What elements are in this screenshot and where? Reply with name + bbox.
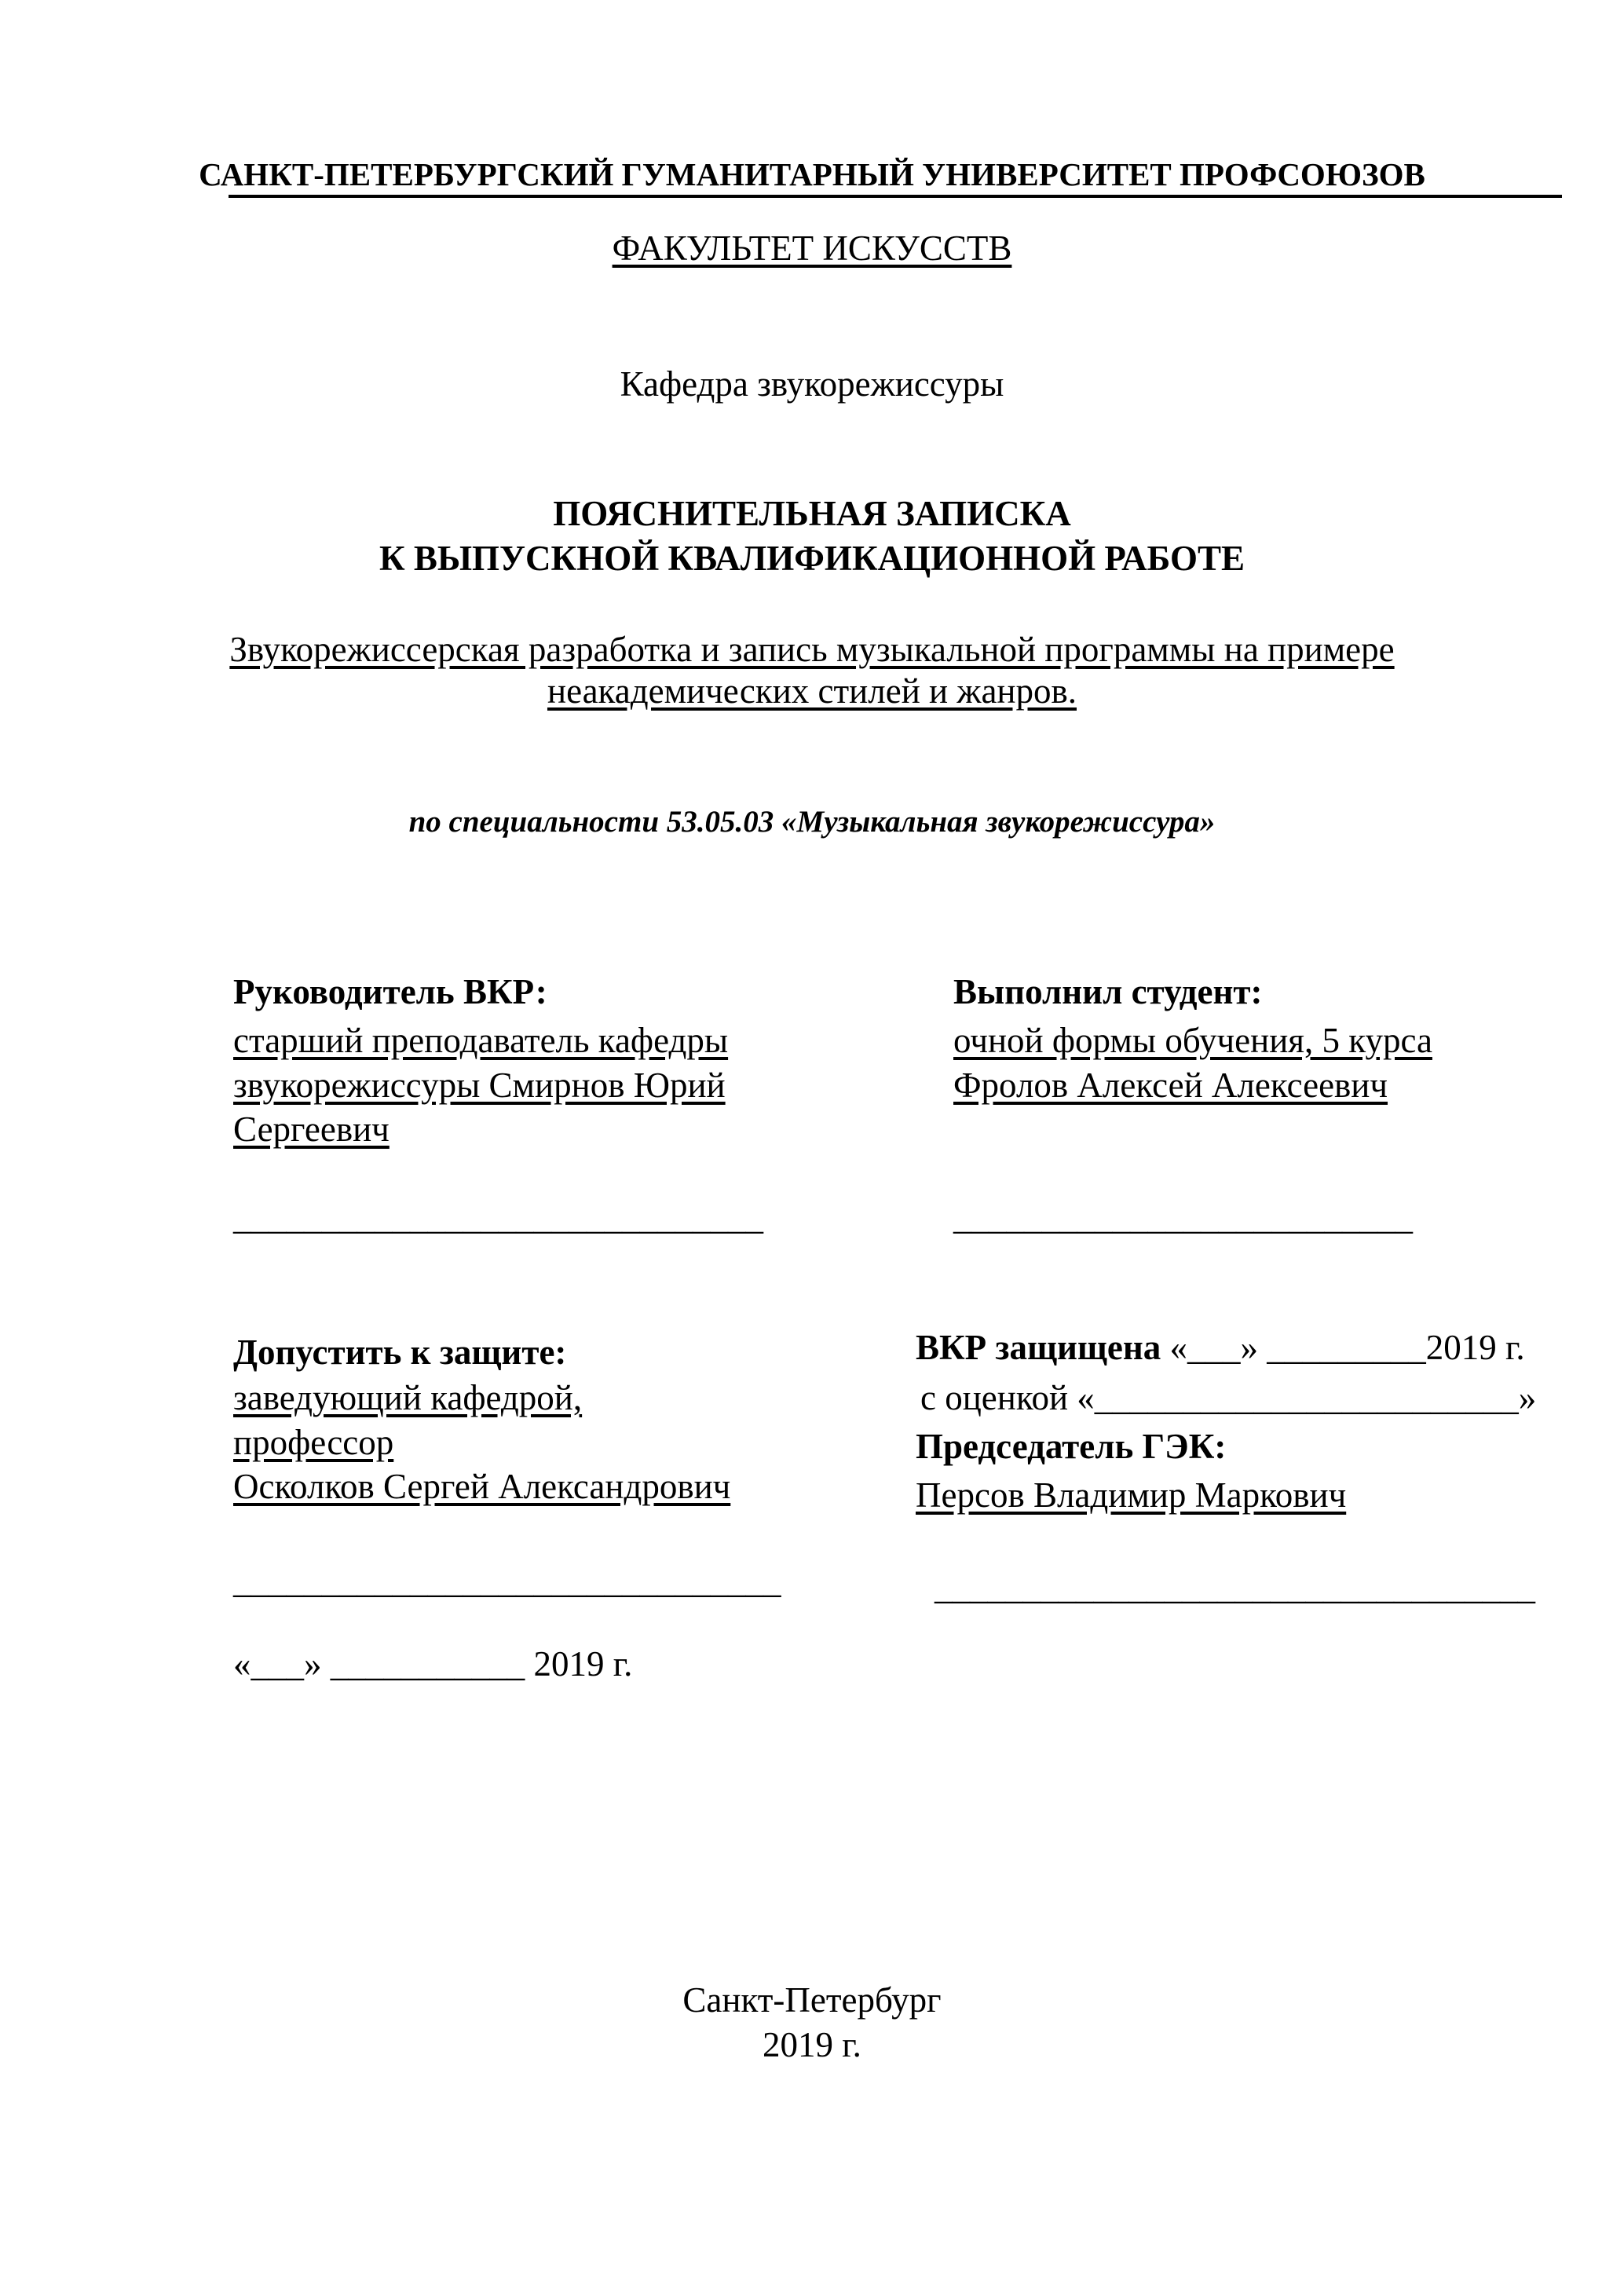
footer-year: 2019 г.	[763, 2025, 861, 2064]
admit-signature-line: _______________________________	[233, 1561, 781, 1600]
chair-name: Персов Владимир Маркович	[916, 1475, 1347, 1515]
department: Кафедра звукорежиссуры	[620, 364, 1004, 404]
student-line: очной формы обучения, 5 курса	[953, 1021, 1432, 1060]
admit-label: Допустить к защите:	[233, 1333, 567, 1372]
admit-date: «___» ___________ 2019 г.	[233, 1644, 633, 1684]
topic-line-2: неакадемических стилей и жанров.	[547, 671, 1077, 711]
defense-grade: с оценкой «________________________»	[920, 1378, 1537, 1417]
topic-line-1: Звукорежиссерская разработка и запись музыкальной программы на примере	[229, 630, 1395, 669]
doc-title-line-1: ПОЯСНИТЕЛЬНАЯ ЗАПИСКА	[553, 494, 1071, 533]
admit-line: профессор	[233, 1423, 394, 1462]
header-rule	[229, 195, 1562, 198]
admit-line: заведующий кафедрой,	[233, 1378, 583, 1417]
specialty: по специальности 53.05.03 «Музыкальная звукорежиссура»	[408, 805, 1216, 839]
supervisor-label: Руководитель ВКР:	[233, 972, 547, 1011]
doc-title-line-2: К ВЫПУСКНОЙ КВАЛИФИКАЦИОННОЙ РАБОТЕ	[379, 539, 1245, 578]
supervisor-line: звукорежиссуры Смирнов Юрий	[233, 1066, 726, 1105]
defense-date: «___» _________2019 г.	[1161, 1328, 1525, 1367]
student-label: Выполнил студент:	[953, 972, 1263, 1011]
student-name: Фролов Алексей Алексеевич	[953, 1066, 1388, 1105]
faculty: ФАКУЛЬТЕТ ИСКУССТВ	[612, 229, 1012, 268]
footer-city: Санкт-Петербург	[682, 1980, 942, 2020]
supervisor-signature-line: ______________________________	[233, 1197, 763, 1237]
supervisor-line: Сергеевич	[233, 1110, 390, 1149]
chair-signature-line: __________________________________	[935, 1567, 1535, 1607]
defense-label: ВКР защищена	[916, 1328, 1161, 1367]
university-name: САНКТ-ПЕТЕРБУРГСКИЙ ГУМАНИТАРНЫЙ УНИВЕРСИТЕТ ПРОФСОЮЗОВ	[199, 156, 1425, 192]
student-signature-line: __________________________	[953, 1197, 1413, 1237]
admit-name: Осколков Сергей Александрович	[233, 1467, 731, 1506]
chair-label: Председатель ГЭК:	[916, 1427, 1227, 1466]
supervisor-line: старший преподаватель кафедры	[233, 1021, 729, 1060]
defense-line	[916, 1325, 1525, 1369]
